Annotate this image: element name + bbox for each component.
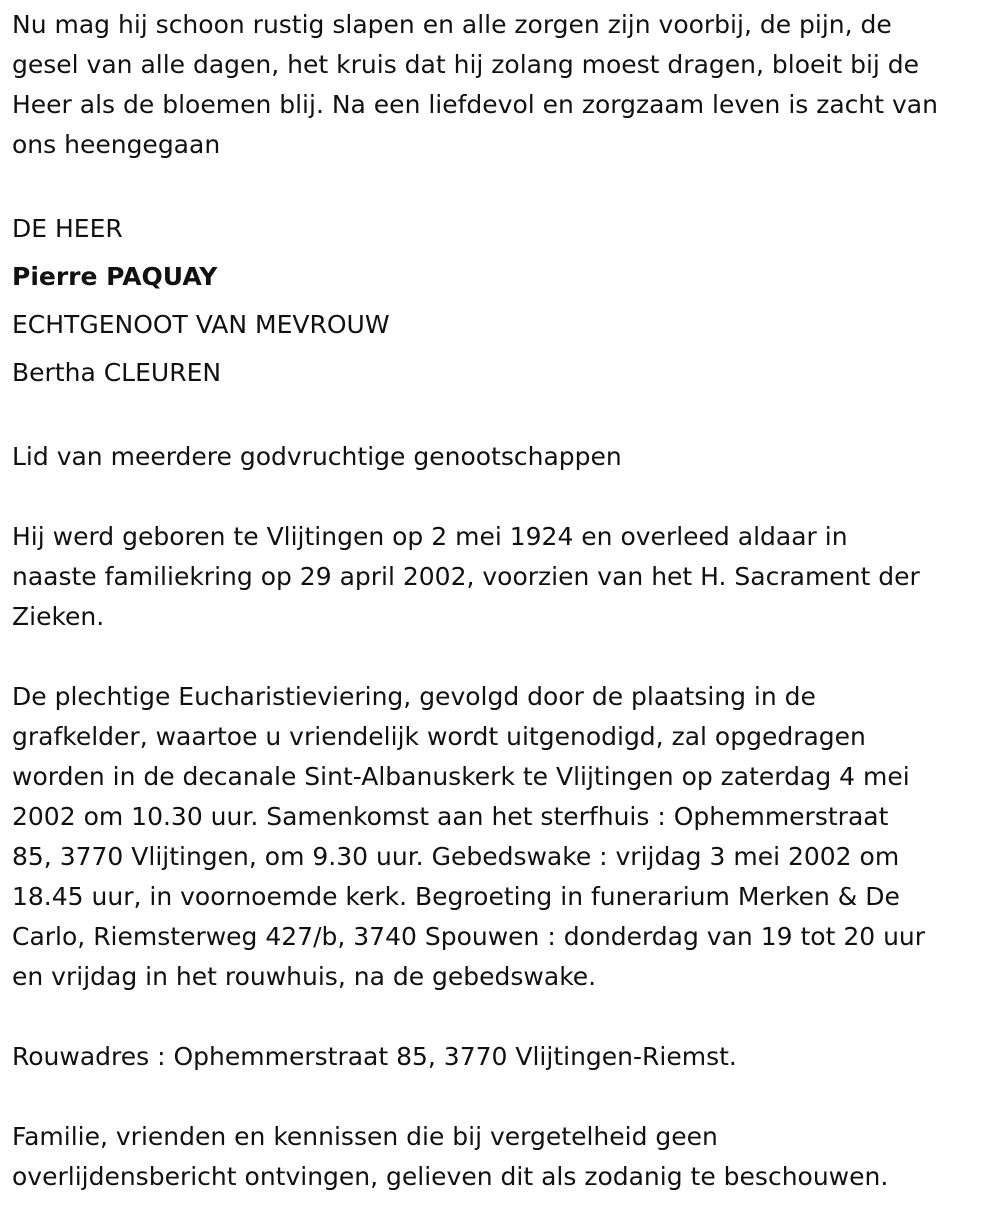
deceased-name: Pierre PAQUAY	[12, 262, 218, 291]
birth-death-line: Hij werd geboren te Vlijtingen op 2 mei 1924 en overleed aldaar in	[12, 522, 848, 551]
paragraph-gap	[12, 397, 988, 437]
deceased-block	[12, 205, 988, 397]
membership-paragraph	[12, 437, 988, 477]
ceremony-line: 85, 3770 Vlijtingen, om 9.30 uur. Gebedswake : vrijdag 3 mei 2002 om	[12, 842, 900, 871]
intro-line: gesel van alle dagen, het kruis dat hij zolang moest dragen, bloeit bij de	[12, 50, 920, 79]
birth-death-paragraph	[12, 517, 988, 637]
ceremony-line: De plechtige Eucharistieviering, gevolgd door de plaatsing in de	[12, 682, 816, 711]
birth-death-line: Zieken.	[12, 602, 105, 631]
ceremony-line: worden in de decanale Sint-Albanuskerk te Vlijtingen op zaterdag 4 mei	[12, 762, 910, 791]
intro-line: Nu mag hij schoon rustig slapen en alle zorgen zijn voorbij, de pijn, de	[12, 10, 892, 39]
closing-line: overlijdensbericht ontvingen, gelieven dit als zodanig te beschouwen.	[12, 1162, 889, 1191]
intro-line: ons heengegaan	[12, 130, 221, 159]
paragraph-gap	[12, 165, 988, 205]
ceremony-line: 2002 om 10.30 uur. Samenkomst aan het sterfhuis : Ophemmerstraat	[12, 802, 889, 831]
address-paragraph	[12, 1037, 988, 1077]
ceremony-line: 18.45 uur, in voornoemde kerk. Begroeting in funerarium Merken & De	[12, 882, 900, 911]
ceremony-line: grafkelder, waartoe u vriendelijk wordt uitgenodigd, zal opgedragen	[12, 722, 866, 751]
closing-paragraph	[12, 1117, 988, 1197]
paragraph-gap	[12, 477, 988, 517]
paragraph-gap	[12, 637, 988, 677]
ceremony-line: Carlo, Riemsterweg 427/b, 3740 Spouwen : donderdag van 19 tot 20 uur	[12, 922, 926, 951]
closing-line: Familie, vrienden en kennissen die bij vergetelheid geen	[12, 1122, 718, 1151]
deceased-title: DE HEER	[12, 214, 123, 243]
membership-text: Lid van meerdere godvruchtige genootschappen	[12, 442, 622, 471]
ceremony-paragraph	[12, 677, 988, 997]
ceremony-line: en vrijdag in het rouwhuis, na de gebedswake.	[12, 962, 597, 991]
deceased-relation: ECHTGENOOT VAN MEVROUW	[12, 310, 390, 339]
intro-line: Heer als de bloemen blij. Na een liefdevol en zorgzaam leven is zacht van	[12, 90, 938, 119]
birth-death-line: naaste familiekring op 29 april 2002, voorzien van het H. Sacrament der	[12, 562, 920, 591]
mourning-address: Rouwadres : Ophemmerstraat 85, 3770 Vlijtingen-Riemst.	[12, 1042, 737, 1071]
spouse-name: Bertha CLEUREN	[12, 358, 222, 387]
paragraph-gap	[12, 1077, 988, 1117]
intro-paragraph	[12, 5, 988, 165]
paragraph-gap	[12, 997, 988, 1037]
